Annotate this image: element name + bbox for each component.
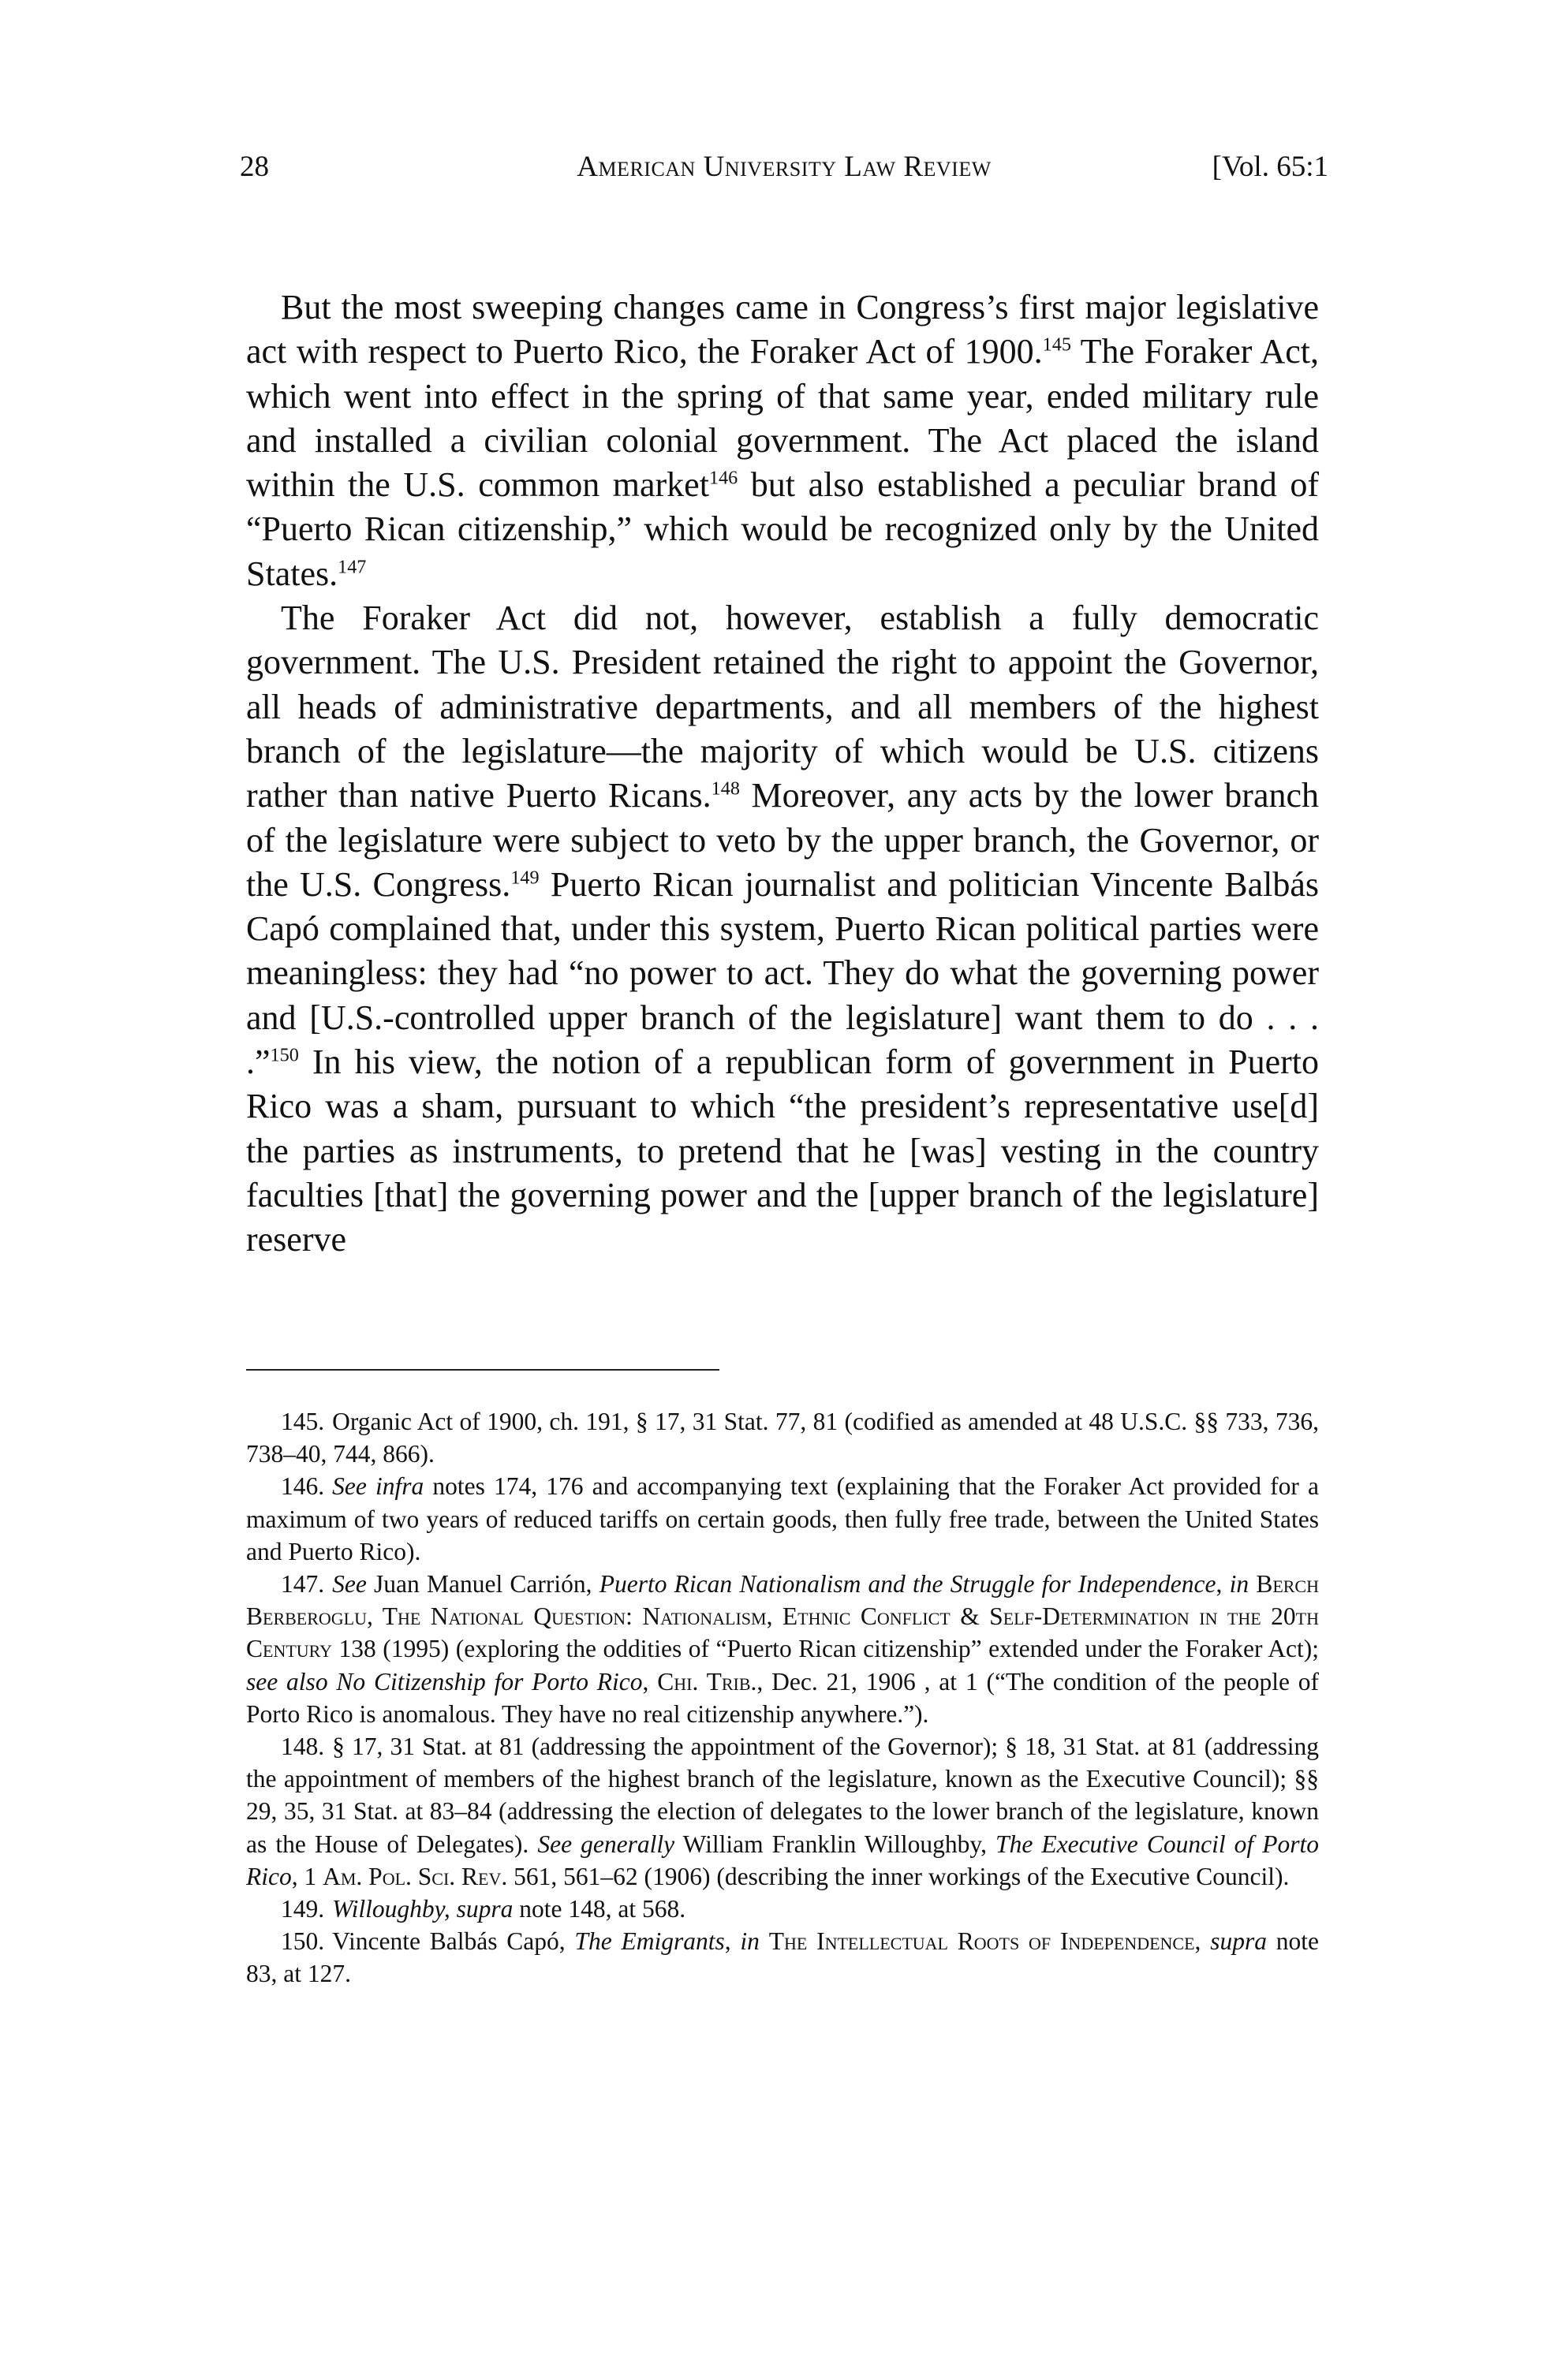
- footnote: [246, 1568, 1319, 1730]
- footnote-text: supra: [1210, 1927, 1267, 1956]
- footnote-text: § 17, 31 Stat. at 81 (addressing the appointment of the Governor); § 18, 31 Stat. at 81 (addressing the appointment of members of the highest branch of the legislature, known as the Executive Council); §§ 29, 35, 31 Stat. at 83–84 (addressing the election of delegates to the lower branch of the legislature, known as the House of Delegates).: [246, 1733, 1319, 1858]
- footnote-number: 145.: [281, 1408, 325, 1435]
- text-run: But the most sweeping changes came in Congress’s first major legislative act with respect to Puerto Rico, the Foraker Act of 1900.: [246, 288, 1319, 371]
- footnote: [246, 1730, 1319, 1893]
- footnote-text: See infra: [332, 1472, 424, 1501]
- footnote-text: in: [1229, 1570, 1249, 1598]
- main-text: [246, 285, 1319, 1263]
- footnote-number: 147.: [281, 1570, 325, 1598]
- footnote-text: See generally: [537, 1830, 675, 1858]
- footnote-text: The Executive Council of Porto Rico: [246, 1830, 1319, 1890]
- footnote-text: See: [332, 1570, 367, 1598]
- footnote-text: Chi. Trib.: [657, 1667, 757, 1695]
- footnote: [246, 1470, 1319, 1568]
- footnote-text: William Franklin Willoughby,: [674, 1830, 996, 1858]
- footnote-ref: 147: [338, 556, 367, 578]
- footnote-text: see also No Citizenship for Porto Rico: [246, 1667, 643, 1695]
- footnote-text: note 83, at 127.: [246, 1927, 1320, 1988]
- footnote-text: notes 174, 176 and accompanying text (explaining that the Foraker Act provided for a maximum of two years of reduced tariffs on certain goods, then fully free trade, between the United States and Puerto Rico).: [246, 1472, 1319, 1565]
- paragraph: [246, 596, 1319, 1262]
- running-header: [240, 150, 1328, 205]
- footnote-text: Organic Act of 1900, ch. 191, § 17, 31 Stat. 77, 81 (codified as amended at 48 U.S.C. §§ 733, 736, 738–40, 744, 866).: [246, 1408, 1319, 1468]
- footnote-text: The Intellectual Roots of Independence: [768, 1927, 1195, 1956]
- text-run: but also established a peculiar brand of “Puerto Rican citizenship,” which would be recognized only by the United States.: [246, 465, 1319, 593]
- footnote: [246, 1925, 1319, 1990]
- volume-label: [Vol. 65:1: [1212, 151, 1328, 183]
- footnote-text: ,: [1194, 1927, 1211, 1956]
- footnote: [246, 1405, 1319, 1470]
- page-number: 28: [240, 151, 269, 183]
- text-run: The Foraker Act, which went into effect in the spring of that same year, ended military rule and installed a civilian colonial government. The Act placed the island within the U.S. common market: [246, 332, 1320, 505]
- footnote-ref: 149: [510, 867, 540, 889]
- footnotes: [246, 1405, 1319, 1990]
- footnote-number: 148.: [281, 1733, 325, 1761]
- paragraph: [246, 285, 1319, 596]
- text-run: In his view, the notion of a republican form of government in Puerto Rico was a sham, pursuant to which “the president’s representative use[d] the parties as instruments, to pretend that he [was] vesting in the country faculties [that] the governing power and the [upper branch of the legislature] reserve: [246, 1043, 1319, 1259]
- footnote-text: in: [740, 1927, 760, 1956]
- footnote-text: Puerto Rican Nationalism and the Struggle for Independence: [599, 1570, 1216, 1598]
- footnote-number: 150.: [281, 1927, 325, 1956]
- footnote-text: note 148, at 568.: [513, 1895, 686, 1923]
- footnote-ref: 150: [270, 1044, 299, 1066]
- footnote-ref: 145: [1042, 334, 1071, 356]
- footnote-text: ,: [1216, 1570, 1230, 1598]
- footnote-text: Willoughby, supra: [332, 1895, 514, 1923]
- text-run: Moreover, any acts by the lower branch of the legislature were subject to veto by the upper branch, the Governor, or the U.S. Congress.: [246, 776, 1319, 904]
- footnote-text: Berch Berberoglu, The National Question: Nationalism, Ethnic Conflict & Self-Determination in the 20th Century: [246, 1570, 1319, 1663]
- footnote-text: Am. Pol. Sci. Rev.: [323, 1862, 508, 1890]
- footnote-text: The Emigrants: [574, 1927, 725, 1956]
- footnote-divider: [246, 1369, 719, 1371]
- footnote-number: 146.: [281, 1472, 325, 1501]
- footnote-text: 561, 561–62 (1906) (describing the inner workings of the Executive Council).: [507, 1862, 1290, 1890]
- footnote: [246, 1893, 1319, 1925]
- text-run: Puerto Rican journalist and politician Vincente Balbás Capó complained that, under this system, Puerto Rican political parties were meaningless: they had “no power to act. They do what the governing power and [U.S.-controlled upper branch of the legislature] want them to do . . . .”: [246, 864, 1319, 1082]
- footnote-text: 138 (1995) (exploring the oddities of “Puerto Rican citizenship” extended under the Foraker Act);: [332, 1635, 1319, 1663]
- journal-title: American University Law Review: [577, 151, 992, 183]
- footnote-text: ,: [724, 1927, 741, 1956]
- footnote-ref: 146: [708, 467, 738, 489]
- footnote-text: , Dec. 21, 1906 , at 1 (“The condition of the people of Porto Rico is anomalous. They have no real citizenship anywhere.”).: [246, 1667, 1319, 1728]
- footnote-text: [1249, 1570, 1256, 1598]
- footnote-text: Juan Manuel Carrión,: [366, 1570, 599, 1598]
- footnote-number: 149.: [281, 1895, 325, 1923]
- footnote-ref: 148: [711, 778, 740, 800]
- footnote-text: [760, 1927, 769, 1955]
- footnote-text: Vincente Balbás Capó,: [332, 1927, 575, 1956]
- text-run: The Foraker Act did not, however, establish a fully democratic government. The U.S. President retained the right to appoint the Governor, all heads of administrative departments, and all members of the highest branch of the legislature—the majority of which would be U.S. citizens rather than native Puerto Ricans.: [246, 599, 1319, 815]
- footnote-text: ,: [642, 1667, 658, 1695]
- footnote-text: , 1: [291, 1862, 323, 1890]
